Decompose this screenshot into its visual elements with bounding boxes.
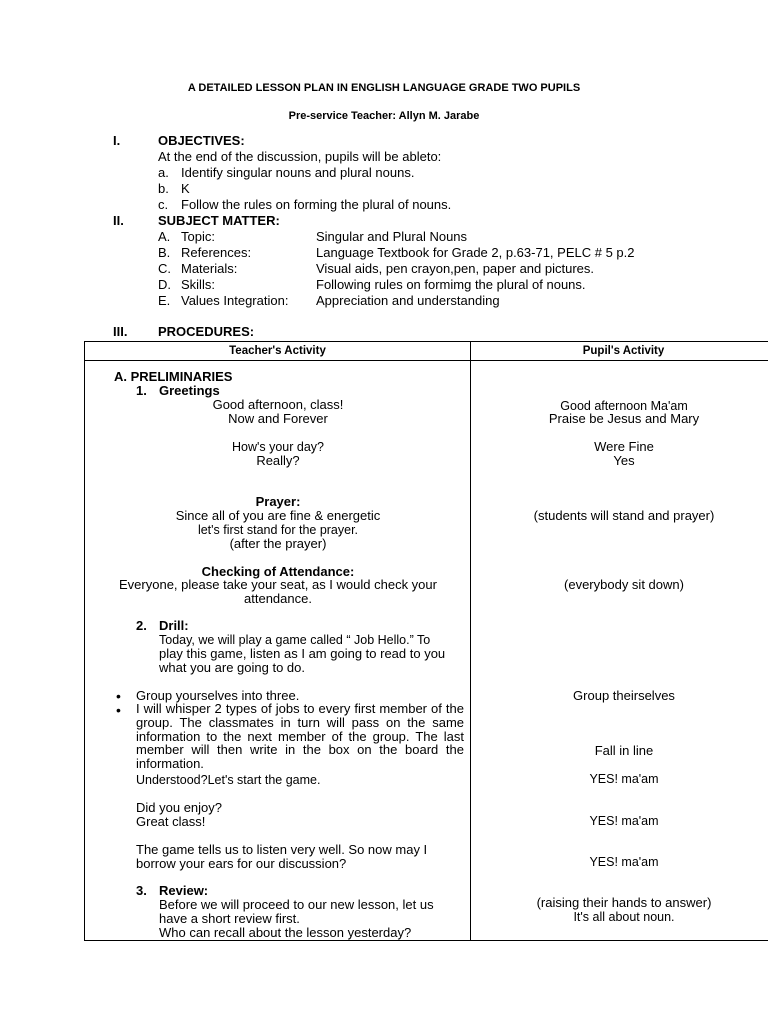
subject-label: Topic: (181, 229, 215, 244)
objectives-number: I. (113, 133, 121, 148)
pupil-line: YES! ma'am (589, 814, 659, 828)
greetings-heading: Greetings (159, 383, 220, 398)
review-number: 3. (136, 883, 147, 898)
objective-item: Identify singular nouns and plural nouns. (181, 165, 415, 180)
bullet-icon: • (116, 702, 121, 718)
teacher-line: Who can recall about the lesson yesterday? (159, 925, 412, 940)
teacher-line: have a short review first. (159, 911, 300, 926)
teacher-line: let's first stand for the prayer. (197, 523, 359, 537)
teacher-line: borrow your ears for our discussion? (136, 856, 347, 871)
subject-label: References: (181, 245, 252, 260)
pupil-line: Fall in line (594, 743, 654, 758)
teacher-line: Today, we will play a game called “ Job Hello.” To (159, 633, 431, 647)
teacher-line: (after the prayer) (229, 536, 327, 551)
preliminaries-heading: A. PRELIMINARIES (114, 369, 233, 384)
subject-value: Visual aids, pen crayon,pen, paper and pictures. (316, 261, 594, 276)
teacher-name: Pre-service Teacher: Allyn M. Jarabe (288, 110, 480, 122)
pupil-line: (students will stand and prayer) (533, 508, 715, 523)
pupil-line: Good afternoon Ma'am (560, 399, 688, 413)
attendance-heading: Checking of Attendance: (201, 564, 355, 579)
subject-marker: A. (158, 229, 171, 244)
teacher-line: attendance. (244, 591, 312, 606)
bullet-icon: • (116, 688, 121, 704)
procedures-number: III. (113, 324, 128, 339)
greetings-number: 1. (136, 383, 147, 398)
prayer-heading: Prayer: (255, 494, 301, 509)
procedures-heading: PROCEDURES: (158, 324, 255, 339)
subject-label: Skills: (181, 277, 215, 292)
subject-value: Appreciation and understanding (316, 293, 500, 308)
pupil-line: YES! ma'am (589, 772, 659, 786)
subject-marker: C. (158, 261, 171, 276)
teacher-line: Now and Forever (228, 411, 328, 426)
teacher-activity-header: Teacher's Activity (85, 342, 471, 361)
teacher-line: what you are going to do. (159, 660, 305, 675)
subject-value: Following rules on formimg the plural of nouns. (316, 277, 586, 292)
teacher-line: How's your day? (231, 440, 324, 454)
teacher-line: Did you enjoy? (136, 800, 222, 815)
procedures-table (84, 341, 768, 941)
subject-label: Materials: (181, 261, 238, 276)
drill-number: 2. (136, 618, 147, 633)
objective-marker: a. (158, 165, 169, 180)
pupil-line: YES! ma'am (589, 855, 659, 869)
subject-matter-number: II. (113, 213, 124, 228)
pupil-line: (everybody sit down) (564, 577, 684, 592)
objective-marker: c. (158, 197, 169, 212)
subject-matter-heading: SUBJECT MATTER: (158, 213, 280, 228)
objective-item: Follow the rules on forming the plural of nouns. (181, 197, 452, 212)
objectives-heading: OBJECTIVES: (158, 133, 245, 148)
subject-marker: D. (158, 277, 171, 292)
pupil-activity-cell (471, 361, 768, 941)
teacher-line: Since all of you are fine & energetic (175, 508, 381, 523)
subject-marker: B. (158, 245, 171, 260)
subject-label: Values Integration: (181, 293, 289, 308)
teacher-bullet-text: Group yourselves into three. (136, 688, 300, 703)
teacher-line: Great class! (136, 814, 206, 829)
pupil-line: (raising their hands to answer) (536, 895, 712, 910)
pupil-line: Were Fine (594, 439, 654, 454)
pupil-line: Yes (613, 453, 635, 468)
teacher-bullet-text: I will whisper 2 types of jobs to every first member of the group. The classmates in turn will pass on the same information to the next member of the group. The last member will then write in the box on the board the information. (136, 701, 464, 772)
teacher-line: Good afternoon, class! (212, 397, 344, 412)
pupil-line: Group theirselves (573, 688, 675, 703)
teacher-line: play this game, listen as I am going to read to you (159, 646, 446, 661)
subject-value: Singular and Plural Nouns (316, 229, 468, 244)
drill-heading: Drill: (159, 618, 189, 633)
objective-marker: b. (158, 181, 169, 196)
review-heading: Review: (159, 883, 209, 898)
teacher-line: Everyone, please take your seat, as I would check your (119, 577, 437, 592)
pupil-line: It's all about noun. (573, 910, 675, 924)
subject-value: Language Textbook for Grade 2, p.63-71, PELC # 5 p.2 (316, 245, 635, 260)
teacher-line: The game tells us to listen very well. So now may I (136, 842, 428, 857)
subject-marker: E. (158, 293, 171, 308)
teacher-line: Really? (256, 453, 300, 468)
document-title: A DETAILED LESSON PLAN IN ENGLISH LANGUAGE GRADE TWO PUPILS (187, 82, 581, 94)
teacher-line: Understood?Let's start the game. (136, 773, 321, 787)
pupil-activity-header: Pupil's Activity (471, 342, 768, 361)
objectives-intro: At the end of the discussion, pupils will be ableto: (158, 149, 442, 164)
objective-item: K (181, 181, 190, 196)
teacher-activity-cell (85, 361, 471, 941)
pupil-line: Praise be Jesus and Mary (548, 411, 700, 426)
teacher-line: Before we will proceed to our new lesson, let us (159, 897, 434, 912)
